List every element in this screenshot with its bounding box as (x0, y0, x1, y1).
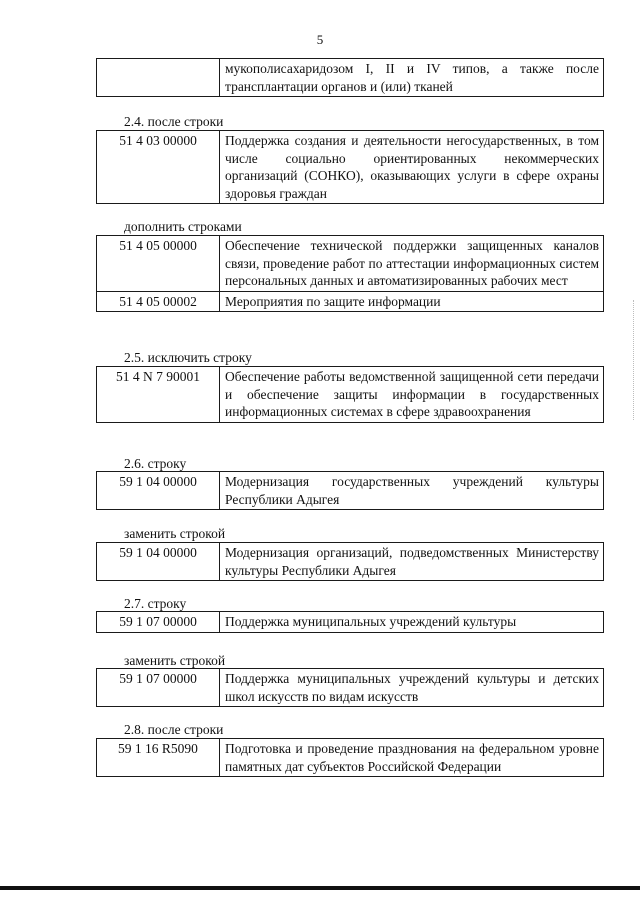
section-heading-2-7: 2.7. строку (124, 596, 187, 611)
budget-code-cell: 51 4 05 00000 (97, 236, 220, 292)
budget-code-cell: 59 1 16 R5090 (97, 739, 220, 777)
budget-code-cell: 51 4 05 00002 (97, 291, 220, 312)
section-heading-2-8: 2.8. после строки (124, 722, 224, 737)
table-row (97, 367, 604, 423)
table-row (97, 739, 604, 777)
budget-code-cell: 51 4 N 7 90001 (97, 367, 220, 423)
section-heading-supplement: дополнить строками (124, 219, 242, 234)
section-table-2-5 (96, 366, 604, 423)
section-table-2-4 (96, 130, 604, 204)
table-row (97, 131, 604, 204)
section-heading-2-5: 2.5. исключить строку (124, 350, 252, 365)
section-heading-replace-1: заменить строкой (124, 526, 226, 541)
description-cell: Модернизация организаций, подведомственных Министерству культуры Республики Адыгея (220, 543, 604, 581)
section-heading-replace-2: заменить строкой (124, 653, 226, 668)
budget-code-cell: 59 1 04 00000 (97, 543, 220, 581)
description-cell: Модернизация государственных учреждений культуры Республики Адыгея (220, 472, 604, 510)
description-cell: Поддержка создания и деятельности негосударственных, в том числе социально ориентированных некоммерческих организаций (СОНКО), оказывающих услуги в сфере охраны здоровья граждан (220, 131, 604, 204)
section-table-2-8 (96, 738, 604, 777)
budget-code-cell: 59 1 07 00000 (97, 669, 220, 707)
table-row (97, 669, 604, 707)
budget-code-cell: 51 4 03 00000 (97, 131, 220, 204)
page-bottom-rule (0, 886, 640, 890)
section-heading-2-4: 2.4. после строки (124, 114, 224, 129)
section-table-replace-2 (96, 668, 604, 707)
continuation-table (96, 58, 604, 97)
budget-code-cell: 59 1 07 00000 (97, 612, 220, 633)
description-cell: Мероприятия по защите информации (220, 291, 604, 312)
table-row (97, 472, 604, 510)
table-row (97, 59, 604, 97)
section-table-2-7 (96, 611, 604, 633)
section-table-2-6 (96, 471, 604, 510)
table-row (97, 236, 604, 292)
section-table-replace-1 (96, 542, 604, 581)
description-cell: Поддержка муниципальных учреждений культуры (220, 612, 604, 633)
description-cell: Поддержка муниципальных учреждений культуры и детских школ искусств по видам искусств (220, 669, 604, 707)
table-row (97, 291, 604, 312)
description-cell: мукополисахаридозом I, II и IV типов, а также после трансплантации органов и (или) тканей (220, 59, 604, 97)
description-cell: Подготовка и проведение празднования на федеральном уровне памятных дат субъектов Российской Федерации (220, 739, 604, 777)
table-row (97, 612, 604, 633)
description-cell: Обеспечение работы ведомственной защищенной сети передачи и обеспечение защиты информации в государственных информационных системах в сфере здравоохранения (220, 367, 604, 423)
section-table-supplement (96, 235, 604, 312)
table-row (97, 543, 604, 581)
page-number: 5 (316, 32, 324, 47)
description-cell: Обеспечение технической поддержки защищенных каналов связи, проведение работ по аттестации информационных систем персональных данных и автоматизированных рабочих мест (220, 236, 604, 292)
section-heading-2-6: 2.6. строку (124, 456, 187, 471)
budget-code-cell: 59 1 04 00000 (97, 472, 220, 510)
scan-margin-artifact (633, 300, 635, 420)
budget-code-cell (97, 59, 220, 97)
